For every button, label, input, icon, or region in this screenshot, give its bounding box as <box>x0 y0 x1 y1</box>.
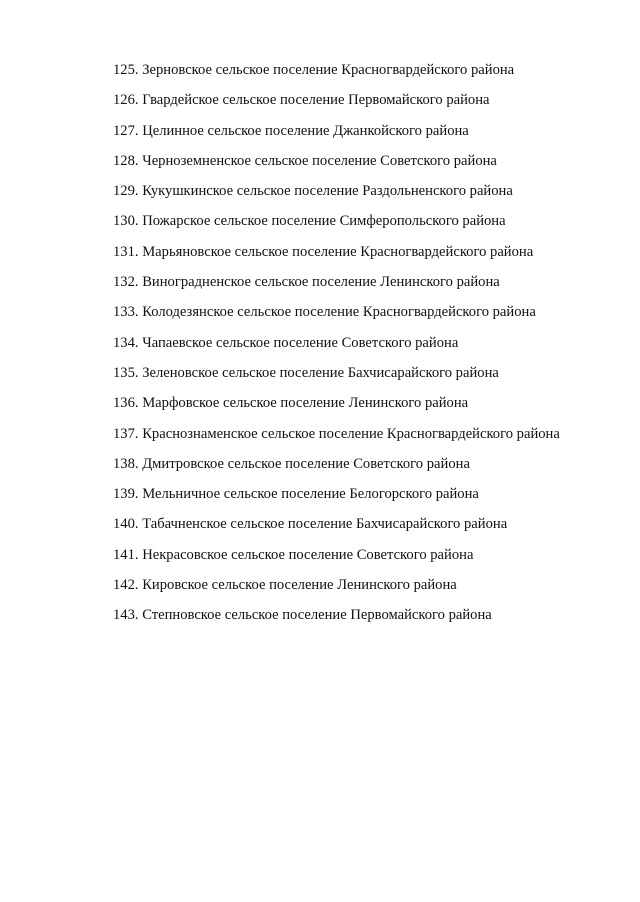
list-item <box>113 332 560 362</box>
item-text: Дмитровское сельское поселение Советского района <box>142 455 470 472</box>
list-item <box>113 180 560 210</box>
list-item <box>113 271 560 301</box>
item-number: 143. <box>113 607 139 624</box>
item-number: 135. <box>113 364 139 381</box>
item-number: 137. <box>113 425 139 442</box>
list-item <box>113 89 560 119</box>
item-number: 139. <box>113 486 139 503</box>
item-text: Чапаевское сельское поселение Советского района <box>142 334 459 351</box>
item-text: Зеленовское сельское поселение Бахчисарайского района <box>142 364 499 381</box>
item-text: Марьяновское сельское поселение Красногвардейского района <box>142 243 534 260</box>
item-text: Табачненское сельское поселение Бахчисарайского района <box>142 516 508 533</box>
item-text: Виноградненское сельское поселение Ленинского района <box>142 274 500 291</box>
item-number: 136. <box>113 395 139 412</box>
item-text: Мельничное сельское поселение Белогорского района <box>142 486 479 503</box>
list-item <box>113 150 560 180</box>
item-text: Колодезянское сельское поселение Красногвардейского района <box>142 304 536 321</box>
list-item <box>113 210 560 240</box>
list-item <box>113 241 560 271</box>
item-text: Некрасовское сельское поселение Советского района <box>142 546 474 563</box>
item-number: 134. <box>113 334 139 351</box>
item-number: 125. <box>113 62 139 78</box>
list-item <box>113 544 560 574</box>
item-number: 133. <box>113 304 139 321</box>
list-item <box>113 483 560 513</box>
item-text: Марфовское сельское поселение Ленинского района <box>142 395 469 412</box>
list-item <box>113 453 560 483</box>
list-item <box>113 604 560 634</box>
item-number: 132. <box>113 274 139 291</box>
item-text: Черноземненское сельское поселение Советского района <box>142 152 497 169</box>
list-item <box>113 392 560 422</box>
item-text: Краснознаменское сельское поселение Красногвардейского района <box>142 425 560 442</box>
list-item <box>113 574 560 604</box>
item-number: 126. <box>113 92 139 109</box>
item-text: Зерновское сельское поселение Красногвардейского района <box>142 62 515 78</box>
item-number: 142. <box>113 577 139 594</box>
list-item <box>113 513 560 543</box>
settlement-list <box>113 59 560 635</box>
list-item <box>113 362 560 392</box>
list-item <box>113 59 560 89</box>
item-number: 141. <box>113 546 139 563</box>
item-text: Целинное сельское поселение Джанкойского района <box>142 122 469 139</box>
list-item <box>113 120 560 150</box>
item-number: 128. <box>113 152 139 169</box>
item-number: 131. <box>113 243 139 260</box>
item-number: 140. <box>113 516 139 533</box>
item-number: 129. <box>113 183 139 200</box>
item-text: Пожарское сельское поселение Симферопольского района <box>142 213 506 230</box>
item-text: Гвардейское сельское поселение Первомайского района <box>142 92 490 109</box>
item-number: 127. <box>113 122 139 139</box>
list-item <box>113 423 560 453</box>
list-item <box>113 301 560 331</box>
item-text: Кукушкинское сельское поселение Раздольненского района <box>142 183 513 200</box>
item-number: 138. <box>113 455 139 472</box>
item-text: Степновское сельское поселение Первомайского района <box>142 607 492 624</box>
item-number: 130. <box>113 213 139 230</box>
item-text: Кировское сельское поселение Ленинского района <box>142 577 457 594</box>
